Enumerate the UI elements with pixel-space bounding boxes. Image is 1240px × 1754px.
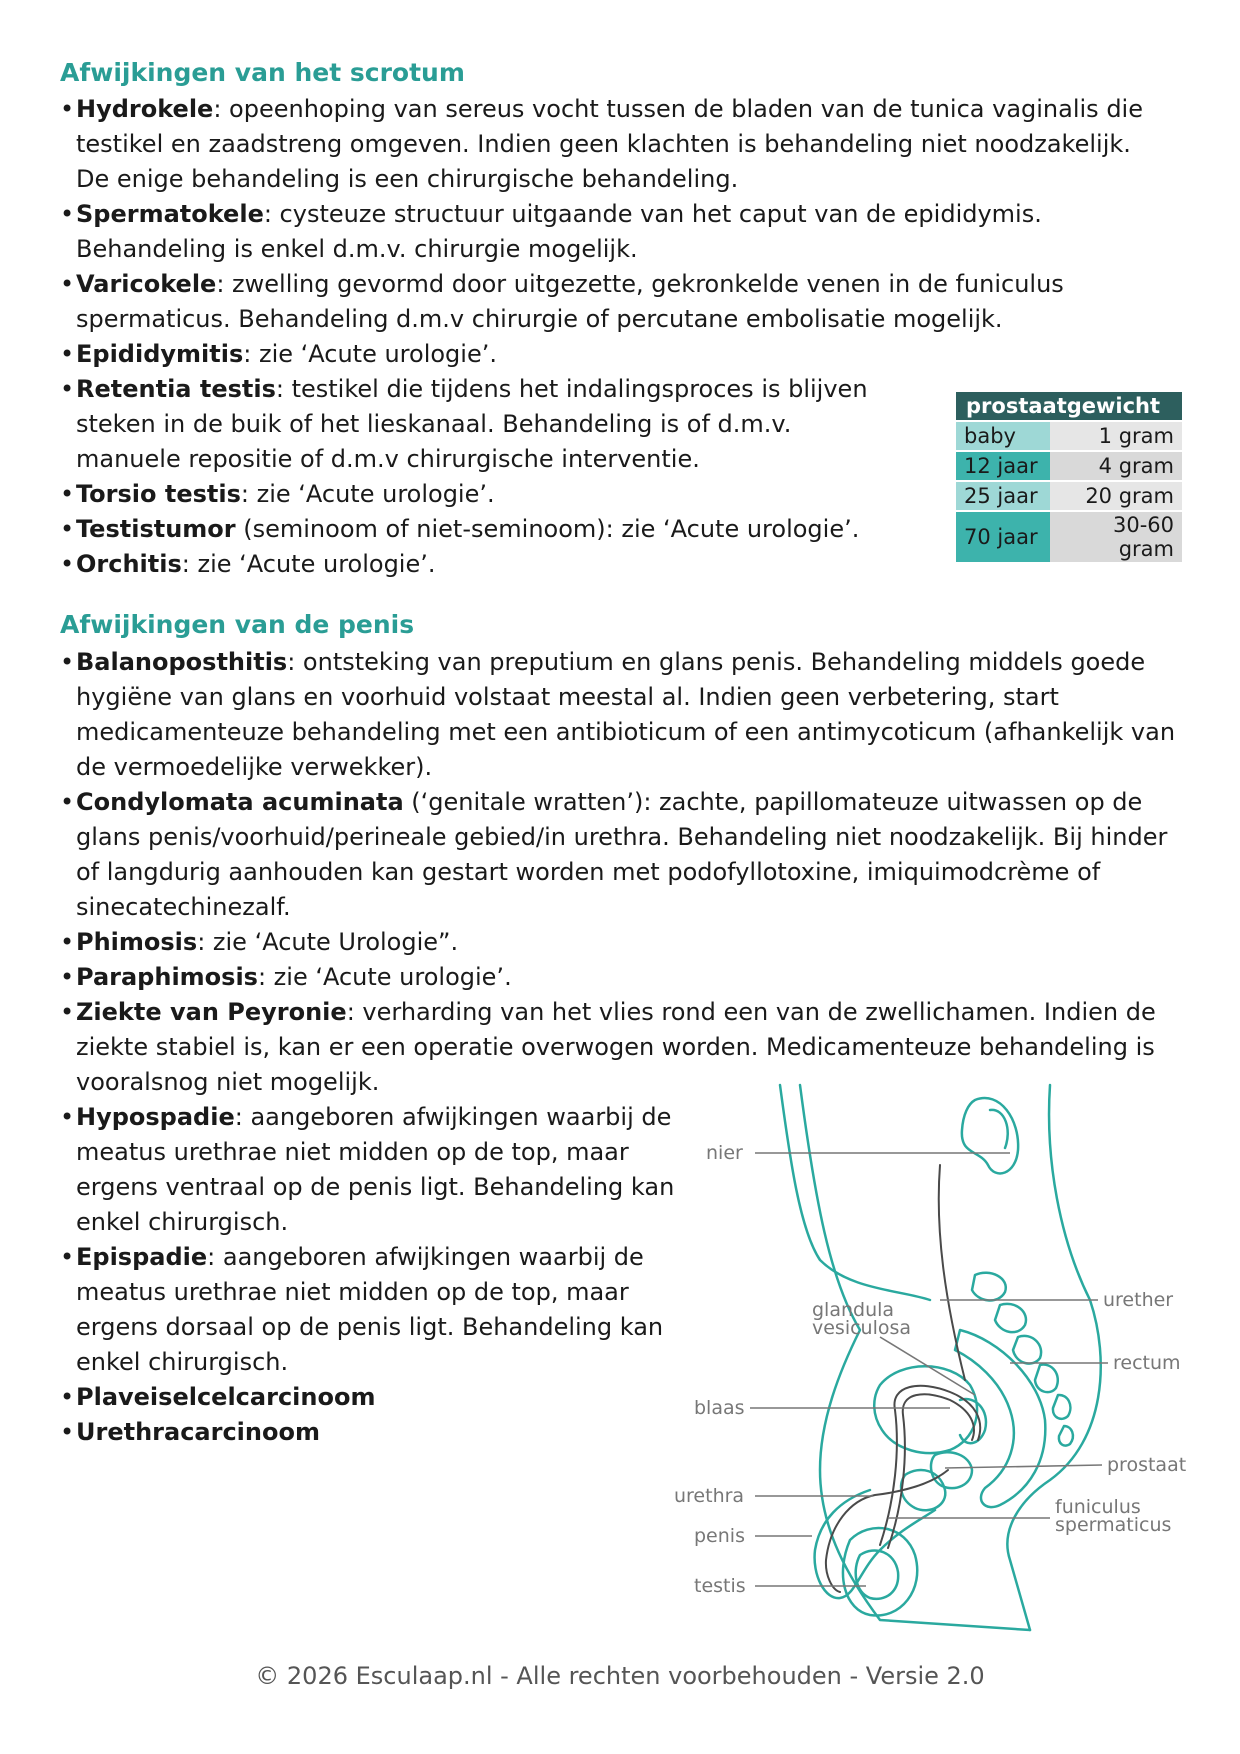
table-row: [956, 512, 1182, 562]
table-row: [956, 422, 1182, 450]
age-cell: 25 jaar: [956, 482, 1050, 510]
label-nier: nier: [706, 1142, 743, 1164]
label-rectum: rectum: [1113, 1352, 1181, 1374]
list-item: • Plaveiselcelcarcinoom: [60, 1380, 1180, 1415]
list-item: • Ziekte van Peyronie: verharding van het vlies rond een van de zwellichamen. Indien de ziekte stabiel is, kan er een operatie overwogen worden. Medicamenteuze behandeling is vooralsnog niet mogelijk.: [60, 995, 1180, 1100]
label-glandula-2: vesiculosa: [812, 1317, 912, 1339]
list-item: • Epididymitis: zie ‘Acute urologie’.: [60, 337, 1170, 372]
label-testis: testis: [694, 1575, 746, 1597]
label-funiculus-1: funiculus: [1055, 1496, 1141, 1518]
table-row: [956, 452, 1182, 480]
list-item: • Urethracarcinoom: [60, 1415, 1180, 1450]
age-cell: baby: [956, 422, 1050, 450]
label-glandula-1: glandula: [812, 1299, 895, 1321]
list-item: • Hydrokele: opeenhoping van sereus vocht tussen de bladen van de tunica vaginalis die testikel en zaadstreng omgeven. Indien geen klachten is behandeling niet noodzakelijk. De enige behandeling is een chirurgische behandeling.: [60, 92, 1170, 197]
label-urether: urether: [1103, 1289, 1174, 1311]
label-penis: penis: [694, 1525, 745, 1547]
footer-copyright: © 2026 Esculaap.nl - Alle rechten voorbehouden - Versie 2.0: [255, 1662, 985, 1690]
label-prostaat: prostaat: [1107, 1454, 1187, 1476]
age-cell: 12 jaar: [956, 452, 1050, 480]
list-item: • Torsio testis: zie ‘Acute urologie’.: [60, 477, 1170, 512]
prostate-weight-table: [956, 390, 1182, 564]
label-urethra: urethra: [674, 1485, 745, 1507]
diagram-labels: [674, 1142, 1186, 1597]
list-item: • Spermatokele: cysteuze structuur uitgaande van het caput van de epididymis. Behandeling is enkel d.m.v. chirurgie mogelijk.: [60, 197, 1170, 267]
list-item: • Testistumor (seminoom of niet-seminoom): zie ‘Acute urologie’.: [60, 512, 1170, 547]
list-item: • Paraphimosis: zie ‘Acute urologie’.: [60, 960, 1180, 995]
section-title-penis: Afwijkingen van de penis: [60, 610, 415, 639]
anatomy-diagram: [650, 1080, 1210, 1640]
weight-cell: 1 gram: [1050, 422, 1182, 450]
list-item: • Orchitis: zie ‘Acute urologie’.: [60, 547, 1170, 582]
label-blaas: blaas: [694, 1397, 745, 1419]
list-item: • Condylomata acuminata (‘genitale wratten’): zachte, papillomateuze uitwassen op de glans penis/voorhuid/perineale gebied/in urethra. Behandeling niet noodzakelijk. Bij hinder of langdurig aanhouden kan gestart worden met podofyllotoxine, imiquimodcrème of sinecatechinezalf.: [60, 785, 1180, 925]
section-title-scrotum: Afwijkingen van het scrotum: [60, 58, 465, 87]
weight-cell: 20 gram: [1050, 482, 1182, 510]
label-funiculus-2: spermaticus: [1055, 1514, 1172, 1536]
duct-lines: [826, 1165, 980, 1592]
age-cell: 70 jaar: [956, 512, 1050, 562]
list-item: • Varicokele: zwelling gevormd door uitgezette, gekronkelde venen in de funiculus spermaticus. Behandeling d.m.v chirurgie of percutane embolisatie mogelijk.: [60, 267, 1170, 337]
leader-prostaat: [945, 1465, 1102, 1468]
list-item: • Balanoposthitis: ontsteking van preputium en glans penis. Behandeling middels goede hygiëne van glans en voorhuid volstaat meestal al. Indien geen verbetering, start medicamenteuze behandeling met een antibioticum of een antimycoticum (afhankelijk van de vermoedelijke verwekker).: [60, 645, 1180, 785]
list-item: • Phimosis: zie ‘Acute Urologie”.: [60, 925, 1180, 960]
weight-cell: 30-60 gram: [1050, 512, 1182, 562]
weight-cell: 4 gram: [1050, 452, 1182, 480]
table-row: [956, 482, 1182, 510]
list-item: • Epispadie: aangeboren afwijkingen waarbij de meatus urethrae niet midden op de top, maar ergens dorsaal op de penis ligt. Behandeling kan enkel chirurgisch.: [60, 1240, 716, 1380]
table-header: prostaatgewicht: [956, 392, 1182, 420]
list-item: • Retentia testis: testikel die tijdens het indalingsproces is blijven steken in de buik of het lieskanaal. Behandeling is of d.m.v. manuele repositie of d.m.v chirurgische interventie.: [60, 372, 896, 477]
list-item: • Hypospadie: aangeboren afwijkingen waarbij de meatus urethrae niet midden op de top, maar ergens ventraal op de penis ligt. Behandeling kan enkel chirurgisch.: [60, 1100, 716, 1240]
